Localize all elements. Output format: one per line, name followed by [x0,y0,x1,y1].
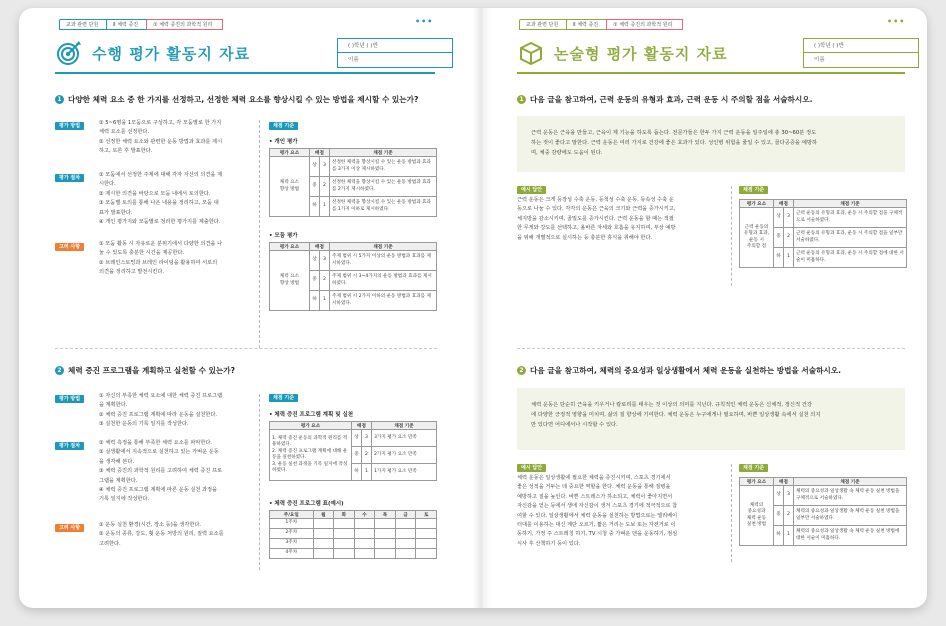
page-header [517,34,728,72]
name-field: 이름 [348,57,359,63]
page-title: 수행 평가 활동지 자료 [92,44,251,63]
breadcrumb [59,19,220,30]
name-field: 이름 [814,57,825,63]
header-rule [517,72,905,74]
week-title: • 체력 증진 프로그램 표(예시) [269,501,344,507]
question-2 [55,365,235,376]
breadcrumb-item: ① 체력 증진의 과학적 원리 [606,19,683,30]
criteria-table: 평가 요소 배점 채점 기준 체력의 중요성과 체력 운동 실천 방법 상 3 체력의 중요성과 일상생활 속 체력 운동 실천 방법을 구체적으로 서술하였다. 중 2 체력의 중요성과 일상생활 속 체력 운동 실천 방법을 일부만 서술하였다. 하 1 체력의 중요성과 일상생활 속 체력 운동 실천 방법에 대한 서술이 미흡하다. [739,477,907,546]
breadcrumb-item: 교과 관련 단원 [519,19,569,30]
cube-icon [517,39,545,67]
criteria-table: 평가 요소 배점 채점 기준 근력 운동의 유형과 효과, 운동 시 주의할 점 상 3 근력 운동의 유형과 효과, 운동 시 주의할 점을 구체적으로 서술하였다. 중 2 근력 운동의 유형과 효과, 운동 시 주의할 점을 일부만 서술하였다. 하 1 근력 운동의 유형과 효과, 운동 시 주의할 점에 대한 서술이 미흡하다. [739,199,907,268]
method-text: ① 자신의 부족한 체력 요소에 대한 체력 증진 프로그램 을 계획한다. ② 체력 증진 프로그램 계획에 따라 운동을 실천한다. ③ 실천한 운동의 기록 일지를 작성한다. [99,393,223,428]
textbook-spread [19,8,927,608]
reading-passage: 체력 운동은 단순히 근육을 키우거나 칼로리를 태우는 것 이상의 의미를 지닌다. 규칙적인 체력 운동은 신체적, 정신적 건강 에 다양한 긍정적 영향을 미치며, 삶의 질 향상에 기여한다. 체력 운동은 누구에게나 필요하며, 바쁜 일상생활 속에서 실천 의지 만 있다면 어디에서나 시작할 수 있다. [517,388,905,450]
right-page [491,8,927,608]
more-dots-icon: ••• [415,17,434,26]
method-tag: 평가 방법 [55,122,84,130]
header-rule [55,72,435,74]
answer-tag: 예시 답안 [517,464,546,472]
question-2 [517,365,841,376]
page-header [55,34,250,72]
reading-passage: 근력 운동은 근육을 만들고, 근육이 제 기능을 하도록 돕는다. 전문가들은 한두 가지 근력 운동을 일주일에 총 30~60분 정도 하는 것이 좋다고 말한다. 근력 운동은 여러 가지로 건강에 좋은 효과가 있다. 성인병 위험을 줄일 수 있고, 골다공증을 예방하 며, 체중 감량에도 도움이 된다. [517,116,905,172]
plan-title: • 체력 증진 프로그램 계획 및 실천 [269,412,354,418]
question-text: 체력 증진 프로그램을 계획하고 실천할 수 있는가? [68,366,235,375]
note-text: ① 모둠 활동 시 자유로운 분위기에서 다양한 의견을 나 눌 수 있도록 충분한 시간을 제공한다. ② 브레인스토밍과 브레인 라이팅을 활용하여 서로의 의견을 정리하고 발전시킨다. [99,241,223,276]
procedure-text: ① 체력 측정을 통해 부족한 체력 요소를 파악한다. ② 실생활에서 지속적으로 실천하고 있는 가벼운 운동 을 생각해 본다. ③ 체력 증진의 과학적 원리를 고려하여 체력 증진 프로 그램을 계획한다. ④ 체력 증진 프로그램 계획에 따른 운동 실천 과정을 기록 일지에 작성한다. [99,440,223,503]
question-number: 1 [517,95,526,104]
individual-criteria-table: 평가 요소 배점 채점 기준 체력 요소 향상 방법 상 3 선정한 체력을 향상시킬 수 있는 운동 방법과 효과를 3가지 이상 제시하였다. 중 2 선정한 체력을 향상시킬 수 있는 운동 방법과 효과를 2가지 제시하였다. 하 1 선정한 체력을 향상시킬 수 있는 운동 방법과 효과를 1가지 이하로 제시하였다. [269,148,437,217]
individual-title: • 개인 평가 [269,139,298,145]
plan-criteria-table: 평가 요소 배점 채점 기준 1. 체력 증진 운동의 과학적 원리를 적용하였다. 2. 체력 증진 프로그램 계획에 대해 운동을 실천하였다. 3. 운동 실천 과정을 기록 일지에 작성하였다. 상 3 3가지 평가 요소 만족 중 2 2가지 평가 요소 만족 하 1 1가지 평가 요소 만족 [269,421,437,481]
procedure-tag: 평가 절차 [55,174,84,182]
example-answer: 체력 운동은 일상생활에 필요한 체력을 증진시키며, 스포츠 경기에서 좋은 성적을 거두는 데 중요한 역할을 한다. 체력 운동을 통해 질병을 예방하고 질을 높인다. 바쁜 스트레스가 하소되고, 체력이 좋아지면서 자신감을 얻는 등에서 생애 자신감이 생겨 스포츠 경기에 적극적으로 참 여할 수 있다. 일상생활에서 체력 운동을 실천하는 방법으로는 엘리베이 터대를 이용하는 대신 계단 오르기, 짧은 거리는 도보 또는 자전거로 이 동하기, 가정 주 스트레칭 하기, TV 시청 중 가벼운 덴을 운동하기, 점심 식사 후 산책하기 등이 있다. [517,475,678,547]
page-fold [473,8,491,608]
criteria-tag: 채점 기준 [269,394,298,402]
breadcrumb-item: 교과 관련 단원 [59,19,109,30]
class-field: ( )학년 ( )반 [804,39,918,53]
target-icon [55,39,83,67]
more-dots-icon: ••• [887,17,906,26]
page-title: 논술형 평가 활동지 자료 [554,44,728,63]
procedure-tag: 평가 절차 [55,442,84,450]
answer-tag: 예시 답안 [517,186,546,194]
class-field: ( )학년 ( )반 [338,39,452,53]
criteria-tag: 채점 기준 [739,464,768,472]
note-tag: 고려 사항 [55,243,84,251]
example-answer: 근력 운동은 크게 등장성 수축 운동, 등척성 수축 운동, 등속성 수축 운 동으로 나눌 수 있다. 각각의 운동은 근육의 크기와 근력을 증가시키고, 체지방을 감소시키며, 골밀도를 증가시킨다. 근력 운동을 할 때는 적절 한 무게와 강도를 선택하고, 올바른 자세와 호흡을 유지하며, 부상 예방 을 위해 개별적으로 실시하는 등 충분한 휴식을 취해야 한다. [517,197,676,241]
method-tag: 평가 방법 [55,395,84,403]
question-text: 다음 글을 참고하여, 체력의 중요성과 일상생활에서 체력 운동을 실천하는 방법을 서술하시오. [530,366,841,375]
breadcrumb [519,19,680,30]
criteria-tag: 채점 기준 [269,122,298,130]
note-text: ① 운동 실천 환경(시간, 장소 등)을 생각한다. ② 운동의 종류, 강도, 횟 운동 처방의 원리, 질력 요소를 고려한다. [99,522,224,547]
group-title: • 모둠 평가 [269,233,298,239]
method-text: ① 5~6명을 1모둠으로 구성하고, 각 모둠별로 한 가지 체력 요소를 선정한다. ② 선정한 체력 요소와 관련한 운동 방법과 효과를 제시 하고, 토론 후 발표한다. [99,120,223,155]
student-info-box [803,38,919,68]
question-number: 2 [517,366,526,375]
group-criteria-table: 평가 요소 배점 채점 기준 체력 요소 향상 방법 상 3 주제 범위 시 5가지 이상의 운동 방법과 효과를 제시하였다. 중 2 주제 범위 시 3~4가지의 운동 방법과 효과를 제시하였다. 하 1 주제 범위 시 2가지 이하의 운동 방법과 효과를 제시하였다. [269,242,437,311]
student-info-box [337,38,453,68]
question-number: 1 [55,95,64,104]
left-page [19,8,473,608]
breadcrumb-item: ① 체력 증진의 과학적 원리 [146,19,223,30]
question-number: 2 [55,366,64,375]
week-plan-table: 주/요일 월 화 수 목 금 토 1주차 2주차 3주차 4주차 [269,510,437,559]
breadcrumb-item: Ⅱ 체력 증진 [566,19,609,30]
note-tag: 고려 사항 [55,524,84,532]
procedure-text: ① 모둠에서 선정한 주제에 대해 각자 자신의 의견을 제 시한다. ② 제시한 의견을 바탕으로 모둠 내에서 토의한다. ③ 모둠별 토의를 통해 나온 내용을 정리하고, 모둠 대 표가 발표한다. ④ 개인 평가지와 모둠별로 정리한 평가지를 제출한다. [99,172,223,226]
breadcrumb-item: Ⅱ 체력 증진 [106,19,149,30]
question-text: 다양한 체력 요소 중 한 가지를 선정하고, 선정한 체력 요소를 향상시킬 수 있는 방법을 제시할 수 있는가? [68,95,419,104]
question-1 [55,94,418,105]
question-1 [517,94,812,105]
criteria-tag: 채점 기준 [739,186,768,194]
question-text: 다음 글을 참고하여, 근력 운동의 유형과 효과, 근력 운동 시 주의할 점을 서술하시오. [530,95,813,104]
